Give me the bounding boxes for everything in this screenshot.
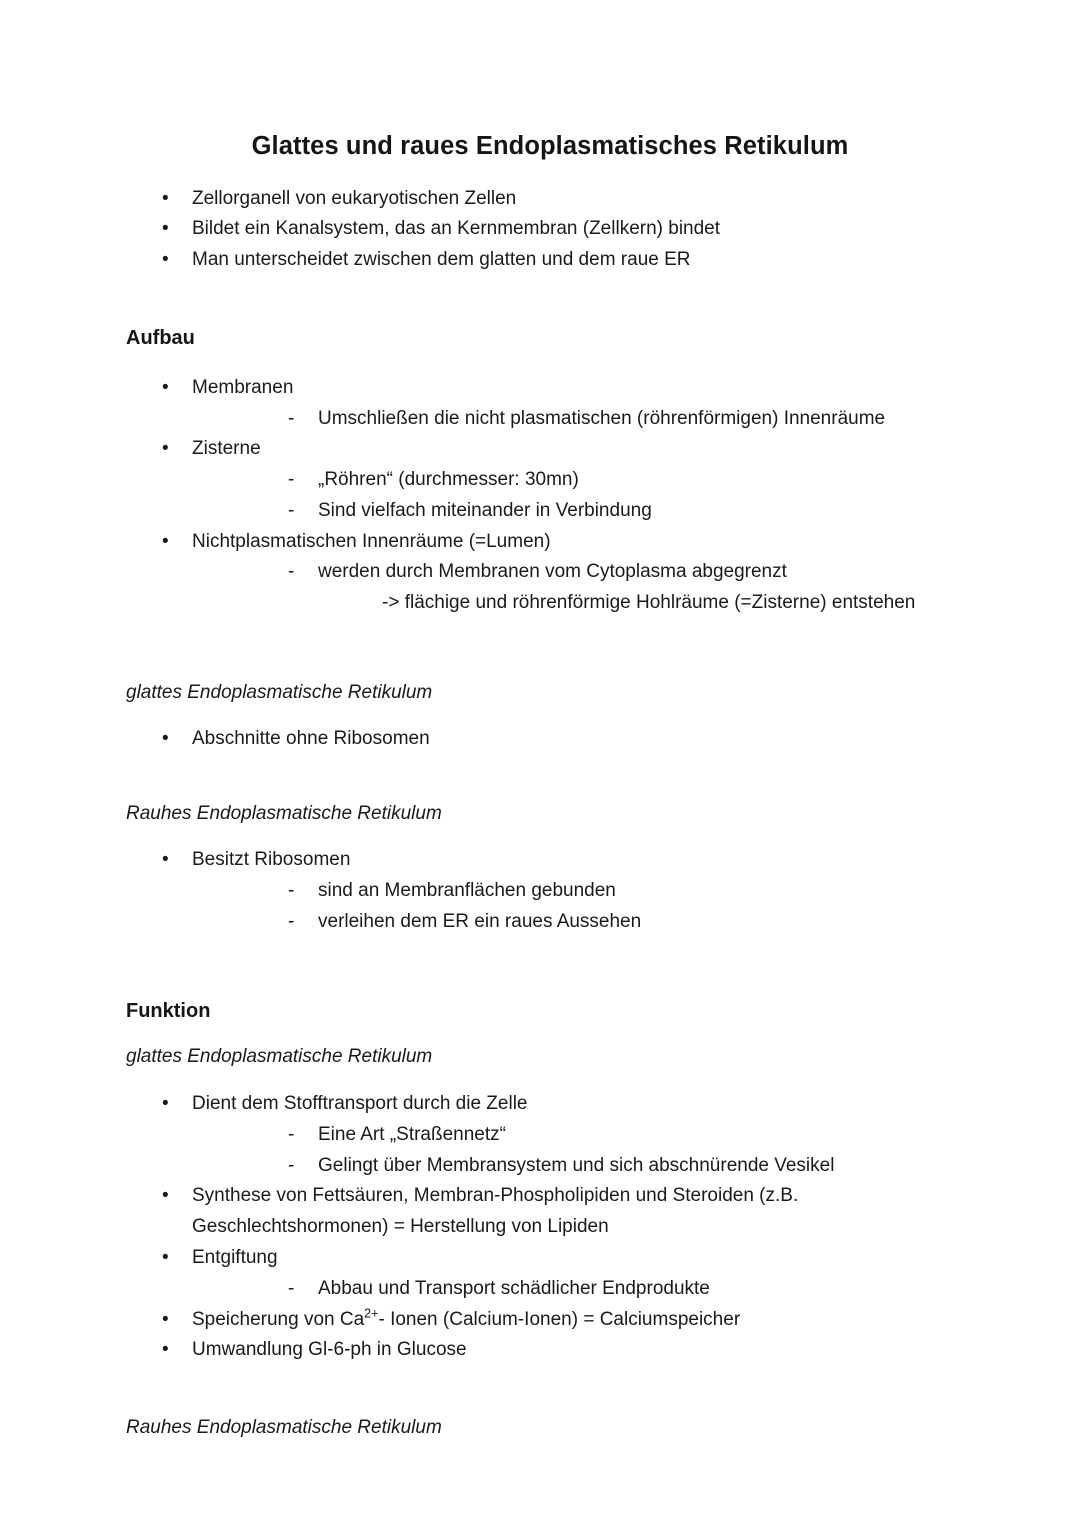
subheading-rauhes-er-funktion: Rauhes Endoplasmatische Retikulum: [126, 1417, 442, 1439]
sub-list-item-text: verleihen dem ER ein raues Aussehen: [318, 910, 642, 932]
dash-icon: -: [288, 1277, 295, 1299]
glattes-er-funktion-list: [126, 1089, 974, 1366]
sub-list-item-text: Sind vielfach miteinander in Verbindung: [318, 499, 652, 521]
sub-list-item-text: „Röhren“ (durchmesser: 30mn): [318, 469, 579, 491]
list-item: [126, 373, 974, 404]
sub-list-item: [126, 404, 974, 435]
bullet-icon: •: [162, 249, 169, 271]
sub-list-item-text: Gelingt über Membransystem und sich abschnürende Vesikel: [318, 1154, 835, 1176]
sub-list-item: [126, 557, 974, 588]
list-item: [126, 434, 974, 465]
list-item: [126, 214, 974, 245]
list-item: [126, 1181, 974, 1243]
page-title: Glattes und raues Endoplasmatisches Retikulum: [251, 132, 849, 160]
list-item: [126, 527, 974, 558]
list-item-text: Synthese von Fettsäuren, Membran-Phospholipiden und Steroiden (z.B. Geschlechtshormonen) = Herstellung von Lipiden: [192, 1185, 799, 1238]
list-item-text: Membranen: [192, 376, 294, 398]
dash-icon: -: [288, 1154, 295, 1176]
list-item-text: Speicherung von $Ca^{2+}-$ Ionen (Calcium-Ionen) = Calciumspeicher: [192, 1306, 741, 1330]
sub-list-item-text: Umschließen die nicht plasmatischen (röhrenförmigen) Innenräume: [318, 407, 886, 429]
list-item-text: Bildet ein Kanalsystem, das an Kernmembran (Zellkern) bindet: [192, 218, 721, 240]
dash-icon: -: [288, 910, 295, 932]
dash-icon: -: [288, 561, 295, 583]
dash-icon: -: [288, 469, 295, 491]
sub-list-item: [126, 876, 974, 907]
dash-icon: -: [288, 879, 295, 901]
subheading-glattes-er-funktion: glattes Endoplasmatische Retikulum: [126, 1046, 433, 1068]
bullet-icon: •: [162, 438, 169, 460]
list-item: [126, 845, 974, 876]
bullet-icon: •: [162, 218, 169, 240]
rauhes-er-aufbau-list: [126, 845, 974, 937]
section-heading-funktion: Funktion: [126, 1000, 211, 1023]
list-item-text: Nichtplasmatischen Innenräume (=Lumen): [192, 530, 551, 552]
list-item-text: Man unterscheidet zwischen dem glatten und dem raue ER: [192, 249, 691, 271]
bullet-icon: •: [162, 849, 169, 871]
sub-list-item-text: Abbau und Transport schädlicher Endprodukte: [318, 1277, 710, 1299]
intro-bullet-list: [126, 184, 974, 276]
dash-icon: -: [288, 407, 295, 429]
sub-list-item: [126, 907, 974, 938]
sub-list-item: [126, 1274, 974, 1305]
sub-list-item: [126, 1120, 974, 1151]
list-item: [126, 1243, 974, 1274]
dash-icon: -: [288, 499, 295, 521]
list-item-text: Abschnitte ohne Ribosomen: [192, 727, 430, 749]
list-item: [126, 1089, 974, 1120]
sub-list-item: [126, 1151, 974, 1182]
bullet-icon: •: [162, 530, 169, 552]
sub-sub-list-item-text: -> flächige und röhrenförmige Hohlräume (=Zisterne) entstehen: [382, 592, 916, 614]
list-item: [126, 245, 974, 276]
list-item: [126, 1305, 974, 1336]
list-item-text: Zellorganell von eukaryotischen Zellen: [192, 187, 517, 209]
sub-list-item: [126, 496, 974, 527]
dash-icon: -: [288, 1123, 295, 1145]
sub-list-item-text: sind an Membranflächen gebunden: [318, 879, 616, 901]
bullet-icon: •: [162, 1185, 169, 1207]
list-item: [126, 184, 974, 215]
glattes-er-aufbau-list: [126, 724, 974, 755]
sub-list-item: [126, 465, 974, 496]
list-item-text: Umwandlung Gl-6-ph in Glucose: [192, 1339, 467, 1361]
document-body: [126, 0, 974, 1441]
subheading-rauhes-er-aufbau: Rauhes Endoplasmatische Retikulum: [126, 803, 442, 825]
list-item-text: Entgiftung: [192, 1246, 278, 1268]
bullet-icon: •: [162, 376, 169, 398]
aufbau-list: [126, 373, 974, 619]
list-item-text: Zisterne: [192, 438, 261, 460]
subheading-glattes-er-aufbau: glattes Endoplasmatische Retikulum: [126, 682, 433, 704]
bullet-icon: •: [162, 1339, 169, 1361]
bullet-icon: •: [162, 187, 169, 209]
sub-list-item-text: Eine Art „Straßennetz“: [318, 1123, 506, 1145]
bullet-icon: •: [162, 1093, 169, 1115]
list-item: [126, 724, 974, 755]
sub-sub-list-item: [126, 588, 974, 619]
sub-list-item-text: werden durch Membranen vom Cytoplasma abgegrenzt: [318, 561, 787, 583]
list-item-text: Besitzt Ribosomen: [192, 849, 351, 871]
bullet-icon: •: [162, 727, 169, 749]
list-item: [126, 1335, 974, 1366]
bullet-icon: •: [162, 1308, 169, 1330]
section-heading-aufbau: Aufbau: [126, 326, 195, 349]
bullet-icon: •: [162, 1246, 169, 1268]
list-item-text: Dient dem Stofftransport durch die Zelle: [192, 1093, 528, 1115]
